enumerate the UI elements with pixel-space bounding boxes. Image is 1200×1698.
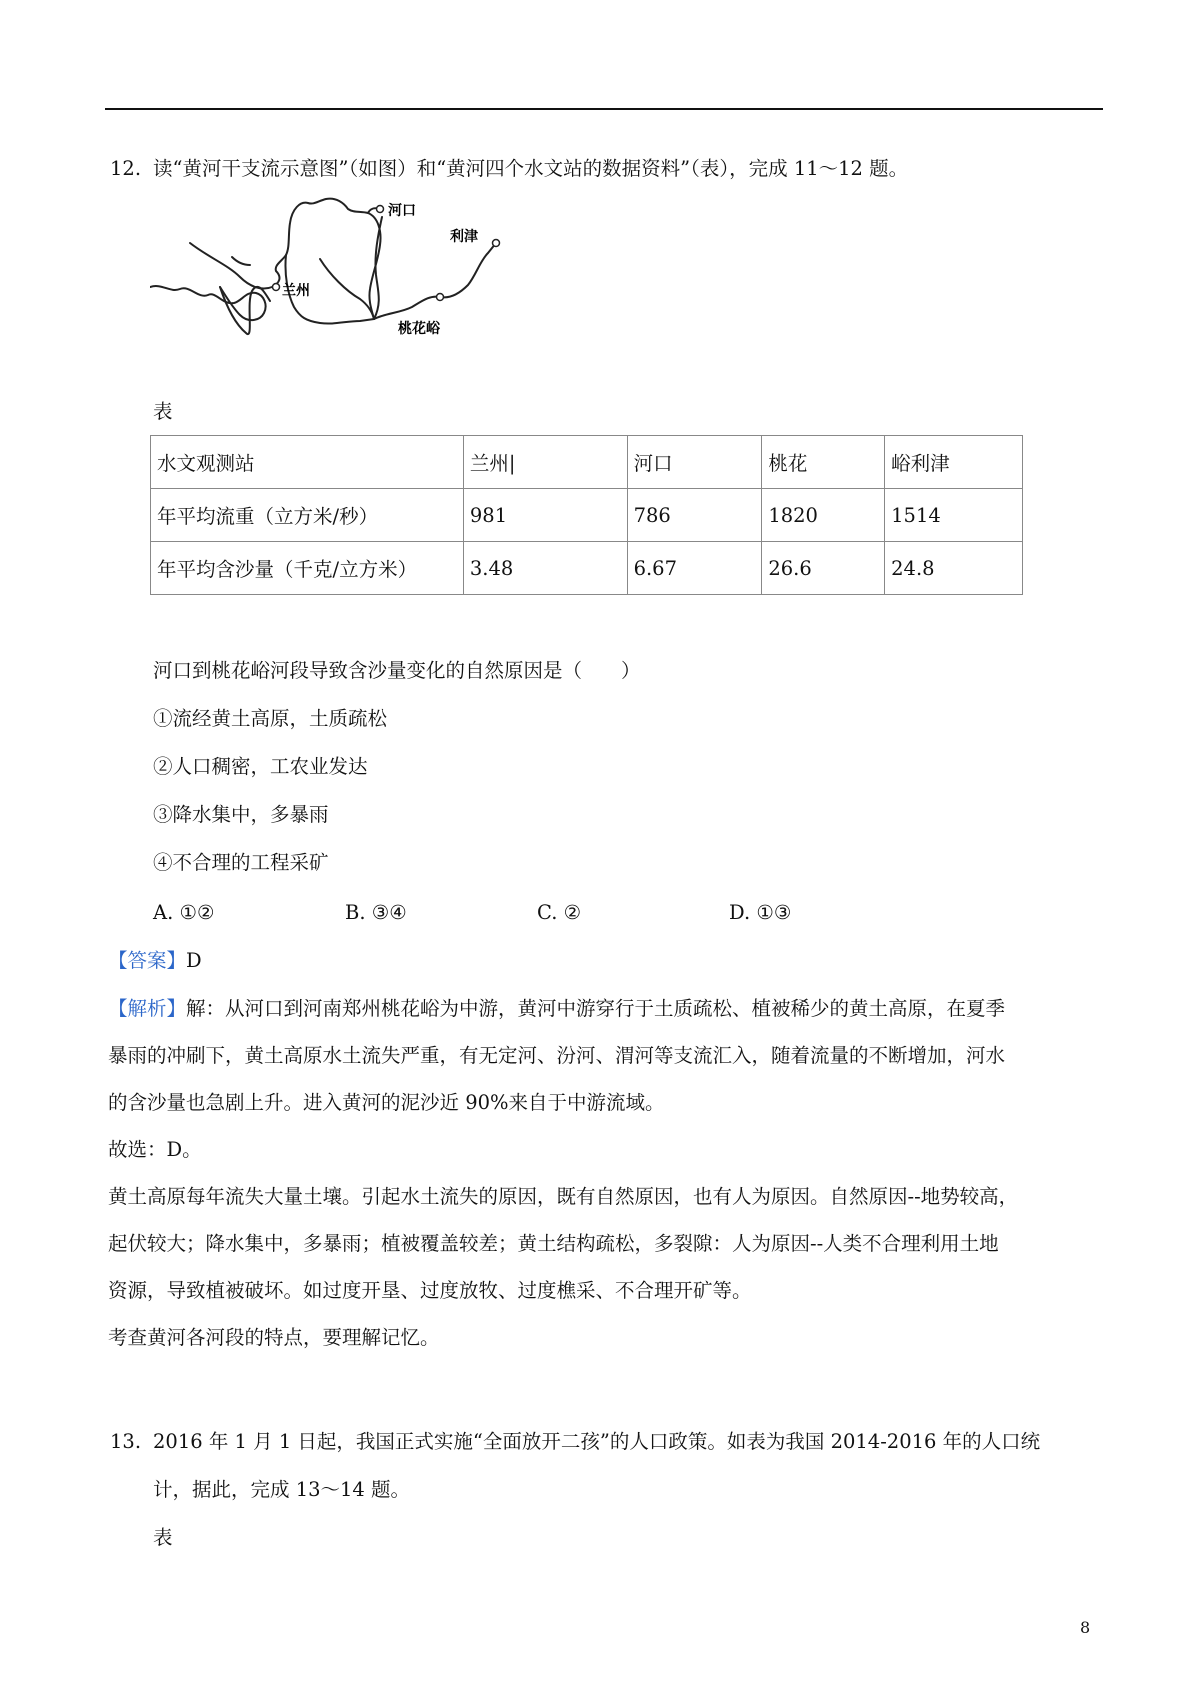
table-header-cell: 水文观测站 (151, 436, 464, 489)
table-header-row (151, 436, 1023, 489)
table-cell: 3.48 (463, 542, 627, 595)
q12-question: 河口到桃花峪河段导致含沙量变化的自然原因是（ ） (153, 659, 641, 682)
q13-table-caption: 表 (153, 1526, 173, 1549)
table-cell: 786 (627, 489, 762, 542)
table-cell: 6.67 (627, 542, 762, 595)
river-lower (374, 243, 496, 319)
table-cell: 1514 (885, 489, 1023, 542)
option-c: C. ② (537, 901, 582, 924)
option-a: A. ①② (153, 901, 215, 924)
yellow-river-map (150, 195, 530, 375)
map-label-hekou: 河口 (388, 203, 416, 219)
option-b: B. ③④ (345, 901, 407, 924)
q12-number: 12. (110, 157, 142, 180)
table-cell: 年平均含沙量（千克/立方米） (151, 542, 464, 595)
table-header-cell: 兰州| (463, 436, 627, 489)
hekou-station-icon (377, 206, 384, 213)
analysis-line-1 (108, 995, 1005, 1023)
choice-line: 故选：D。 (108, 1138, 202, 1161)
statement-3: ③降水集中，多暴雨 (153, 803, 329, 826)
q12-stem: 读“黄河干支流示意图”（如图）和“黄河四个水文站的数据资料”（表），完成 11～12 题。 (153, 157, 909, 180)
answer-tag: 【答案】 (108, 949, 187, 972)
table-row (151, 489, 1023, 542)
lanzhou-station-icon (273, 284, 280, 291)
table-cell: 年平均流重（立方米/秒） (151, 489, 464, 542)
statement-4: ④不合理的工程采矿 (153, 851, 329, 874)
river-tributary-small (232, 257, 250, 265)
hydrology-data-table (150, 435, 1023, 595)
table-header-cell: 峪利津 (885, 436, 1023, 489)
map-label-taohuayu: 桃花峪 (398, 321, 440, 337)
option-d: D. ①③ (729, 901, 792, 924)
table-cell: 981 (463, 489, 627, 542)
header-rule (105, 108, 1103, 110)
analysis-line-3: 的含沙量也急剧上升。进入黄河的泥沙近 90%来自于中游流域。 (108, 1091, 665, 1114)
analysis-text: 解：从河口到河南郑州桃花峪为中游，黄河中游穿行于土质疏松、植被稀少的黄土高原，在夏季 (186, 997, 1006, 1020)
statement-2: ②人口稠密，工农业发达 (153, 755, 368, 778)
taohuayu-station-icon (437, 294, 444, 301)
lijin-station-icon (493, 240, 500, 247)
answer-value: D (186, 949, 202, 972)
summary-line: 考查黄河各河段的特点，要理解记忆。 (108, 1326, 440, 1349)
q13-stem-line-1: 2016 年 1 月 1 日起，我国正式实施“全面放开二孩”的人口政策。如表为我国 2014-2016 年的人口统 (153, 1430, 1041, 1453)
statement-1: ①流经黄土高原，土质疏松 (153, 707, 388, 730)
explain-line-3: 资源，导致植被破坏。如过度开垦、过度放牧、过度樵采、不合理开矿等。 (108, 1279, 752, 1302)
table-cell: 1820 (762, 489, 885, 542)
map-label-lijin: 利津 (450, 229, 478, 245)
river-main-upper (150, 286, 266, 320)
analysis-line-2: 暴雨的冲刷下，黄土高原水土流失严重，有无定河、汾河、渭河等支流汇入，随着流量的不断增加，河水 (108, 1044, 1006, 1067)
table-header-cell: 桃花 (762, 436, 885, 489)
q12-table-caption: 表 (153, 400, 173, 423)
answer-line (108, 947, 202, 975)
table-cell: 24.8 (885, 542, 1023, 595)
explain-line-2: 起伏较大；降水集中，多暴雨；植被覆盖较差；黄土结构疏松，多裂隙：人为原因--人类不合理利用土地 (108, 1232, 999, 1255)
q13-stem-line-2: 计，据此，完成 13～14 题。 (153, 1478, 411, 1501)
analysis-tag: 【解析】 (108, 997, 187, 1020)
explain-line-1: 黄土高原每年流失大量土壤。引起水土流失的原因，既有自然原因，也有人为原因。自然原因--地势较高， (108, 1185, 1019, 1208)
table-header-cell: 河口 (627, 436, 762, 489)
q13-number: 13. (110, 1430, 142, 1453)
table-cell: 26.6 (762, 542, 885, 595)
map-label-lanzhou: 兰州 (282, 283, 310, 299)
river-weihe (320, 259, 374, 319)
table-row (151, 542, 1023, 595)
page-number: 8 (1080, 1618, 1091, 1637)
river-loop (220, 287, 270, 334)
